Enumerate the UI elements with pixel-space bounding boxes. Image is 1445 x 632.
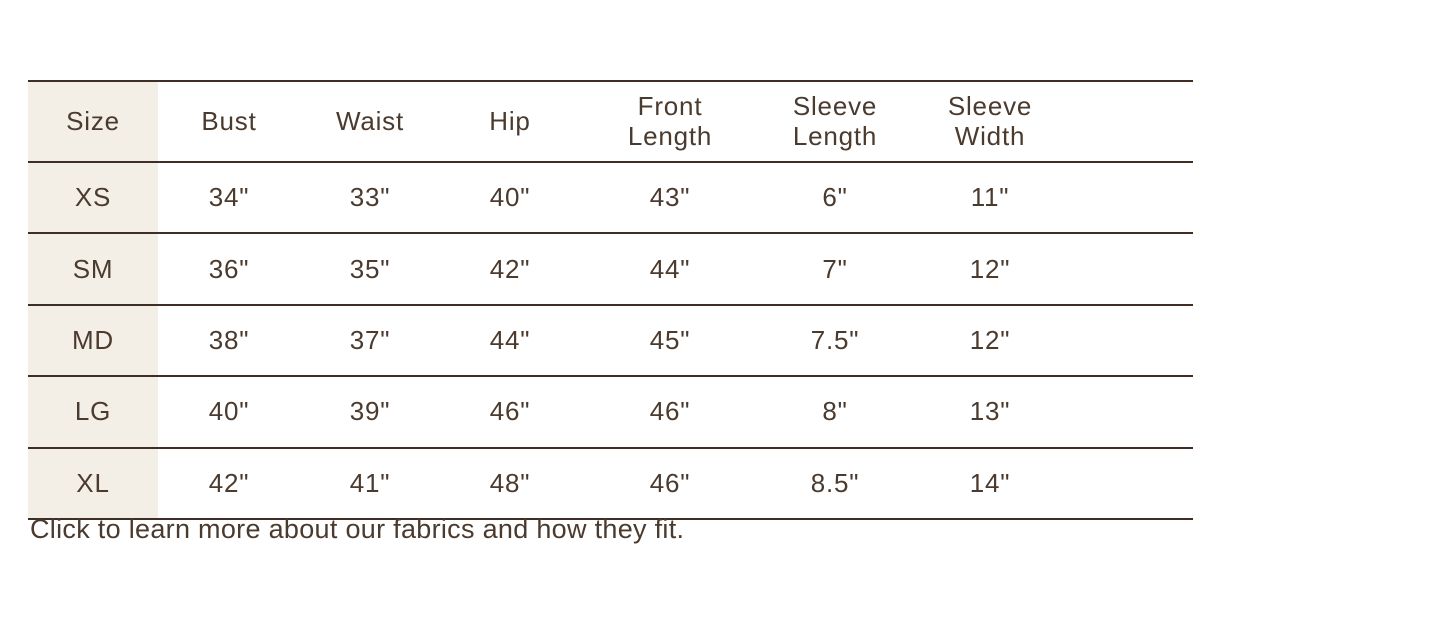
measurement-cell: 14" bbox=[969, 467, 1011, 498]
measurement-cell: 42" bbox=[208, 467, 250, 498]
table-row bbox=[28, 162, 1193, 233]
column-header-label: Sleeve Length bbox=[792, 90, 878, 152]
measurement-cell: 41" bbox=[349, 467, 391, 498]
size-cell: SM bbox=[28, 233, 158, 304]
size-cell: LG bbox=[28, 376, 158, 447]
measurement-cell: 44" bbox=[649, 253, 691, 284]
column-header-waist bbox=[300, 81, 440, 162]
measurement-cell: 6" bbox=[822, 182, 848, 213]
column-header-size bbox=[28, 81, 158, 162]
table-row bbox=[28, 448, 1193, 519]
column-header-sleeve-length bbox=[760, 81, 910, 162]
column-header-label: Size bbox=[66, 106, 120, 136]
spacer-cell bbox=[1070, 448, 1193, 519]
column-header-hip bbox=[440, 81, 580, 162]
measurement-cell: 34" bbox=[208, 182, 250, 213]
measurement-cell: 46" bbox=[649, 396, 691, 427]
measurement-cell: 12" bbox=[969, 253, 1011, 284]
table-row bbox=[28, 305, 1193, 376]
measurement-cell: 45" bbox=[649, 324, 691, 355]
measurement-cell: 7.5" bbox=[810, 324, 860, 355]
size-cell: XS bbox=[28, 162, 158, 233]
column-header-bust bbox=[158, 81, 300, 162]
fabrics-info-link[interactable]: Click to learn more about our fabrics and how they fit. bbox=[30, 514, 685, 544]
measurement-cell: 39" bbox=[349, 396, 391, 427]
header-spacer-cell bbox=[1070, 81, 1193, 162]
column-header-label: Waist bbox=[335, 106, 405, 136]
table-row bbox=[28, 233, 1193, 304]
measurement-cell: 48" bbox=[489, 467, 531, 498]
measurement-cell: 37" bbox=[349, 324, 391, 355]
column-header-label: Sleeve Width bbox=[947, 90, 1033, 152]
column-header-label: Hip bbox=[489, 106, 531, 136]
spacer-cell bbox=[1070, 162, 1193, 233]
measurement-cell: 46" bbox=[489, 396, 531, 427]
size-cell: XL bbox=[28, 448, 158, 519]
measurement-cell: 11" bbox=[970, 182, 1010, 213]
column-header-label: Front Length bbox=[627, 90, 713, 152]
measurement-cell: 46" bbox=[649, 467, 691, 498]
measurement-cell: 43" bbox=[649, 182, 691, 213]
spacer-cell bbox=[1070, 233, 1193, 304]
size-chart-header bbox=[28, 81, 1193, 162]
size-chart-table bbox=[28, 80, 1193, 520]
column-header-front-length bbox=[580, 81, 760, 162]
header-row bbox=[28, 81, 1193, 162]
measurement-cell: 40" bbox=[208, 396, 250, 427]
spacer-cell bbox=[1070, 305, 1193, 376]
measurement-cell: 35" bbox=[349, 253, 391, 284]
measurement-cell: 8" bbox=[822, 396, 848, 427]
measurement-cell: 40" bbox=[489, 182, 531, 213]
measurement-cell: 36" bbox=[208, 253, 250, 284]
size-cell: MD bbox=[28, 305, 158, 376]
size-chart-body bbox=[28, 162, 1193, 519]
measurement-cell: 8.5" bbox=[810, 467, 860, 498]
size-chart bbox=[28, 80, 1193, 520]
measurement-cell: 7" bbox=[822, 253, 848, 284]
measurement-cell: 13" bbox=[969, 396, 1011, 427]
measurement-cell: 38" bbox=[208, 324, 250, 355]
measurement-cell: 33" bbox=[349, 182, 391, 213]
table-row bbox=[28, 376, 1193, 447]
column-header-sleeve-width bbox=[910, 81, 1070, 162]
measurement-cell: 12" bbox=[969, 324, 1011, 355]
column-header-label: Bust bbox=[201, 106, 257, 136]
measurement-cell: 44" bbox=[489, 324, 531, 355]
measurement-cell: 42" bbox=[489, 253, 531, 284]
spacer-cell bbox=[1070, 376, 1193, 447]
